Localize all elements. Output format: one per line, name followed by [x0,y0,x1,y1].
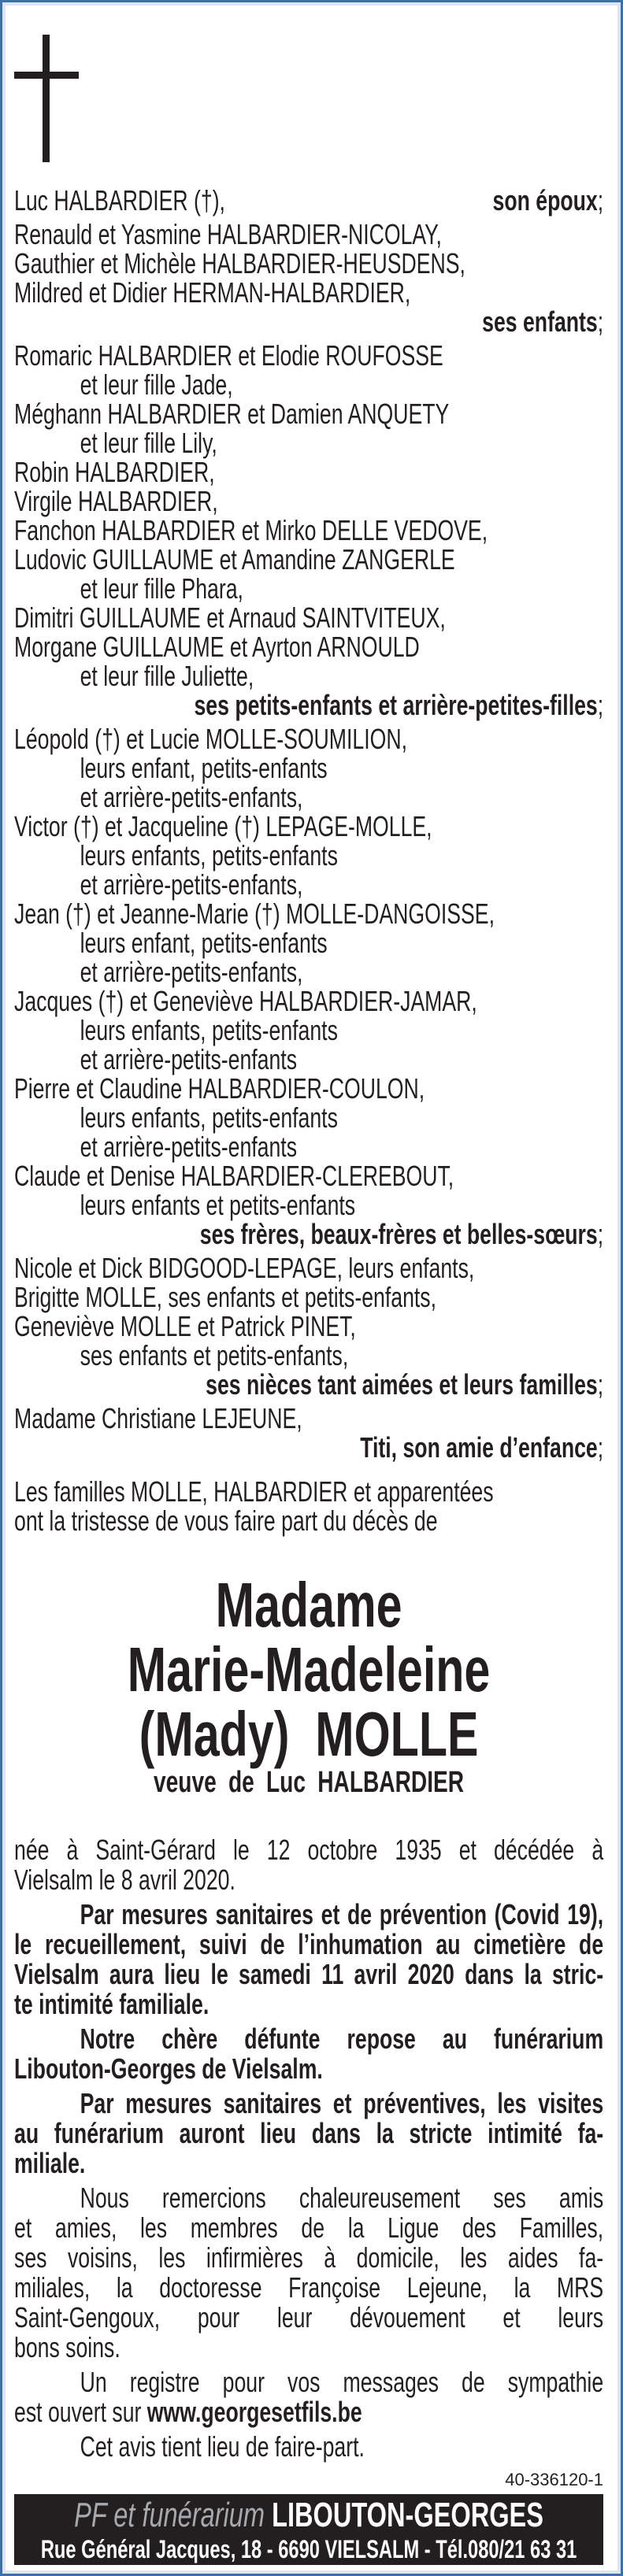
deceased-name [14,1570,603,1799]
paragraph-line: Cet avis tient lieu de faire-part. [80,2430,365,2463]
intro-line: ont la tristesse de vous faire part du décès de [14,1505,438,1537]
family-line: et arrière-petits-enfants, [80,868,303,901]
paragraph-line: Vielsalm aura lieu le samedi 11 avril 2020 dans la stric- [14,1958,604,1990]
family-line: Claude et Denise HALBARDIER-CLEREBOUT, [14,1160,454,1192]
family-line: et leur fille Phara, [80,572,243,605]
paragraph-line: Un registre pour vos messages de sympathie [80,2366,604,2398]
paragraph-line: au funérarium auront lieu dans la stricte intimité fa- [14,2117,604,2149]
notice-body [14,1835,603,2467]
family-line: Geneviève MOLLE et Patrick PINET, [14,1310,356,1342]
paragraph-line: Vielsalm le 8 avril 2020. [14,1864,235,1896]
family-line: Jacques (†) et Geneviève HALBARDIER-JAMAR, [14,985,477,1017]
paragraph-line: Nous remercions chaleureusement ses amis [80,2182,604,2214]
family-line: et arrière-petits-enfants, [80,956,303,988]
family-line: Mildred et Didier HERMAN-HALBARDIER, [14,276,411,309]
website-link[interactable]: www.georgesetfils.be [146,2396,362,2428]
paragraph-line: miliales, la doctoresse Françoise Lejeune, la MRS [14,2271,604,2304]
relation-label: ses petits-enfants et arrière-petites-filles; [194,689,604,721]
relation-label: ses frères, beaux-frères et belles-sœurs; [199,1218,604,1250]
family-line: leurs enfants, petits-enfants [80,1101,338,1134]
spouse-name: Luc HALBARDIER (†), [14,184,225,217]
relation-label: ses enfants; [482,305,604,338]
family-line: Gauthier et Michèle HALBARDIER-HEUSDENS, [14,247,465,279]
spouse-line [14,186,603,215]
paragraph-line: miliale. [14,2147,86,2179]
paragraph-line: et amies, les membres de la Ligue des Familles, [14,2211,604,2244]
family-line: leurs enfants et petits-enfants [80,1189,356,1221]
family-line: Léopold (†) et Lucie MOLLE-SOUMILION, [14,723,407,755]
paragraph-line: née à Saint-Gérard le 12 octobre 1935 et décédée à [14,1834,604,1866]
family-line: ses enfants et petits-enfants, [80,1339,349,1371]
reference-number: 40-336120-1 [505,2470,603,2489]
paragraph [14,2089,603,2178]
intro-line: Les familles MOLLE, HALBARDIER et apparentées [14,1475,494,1508]
paragraph-line: Saint-Gengoux, pour leur dévouement et leurs [14,2301,604,2334]
paragraph [14,2183,603,2363]
paragraph-line: est ouvert sur www.georgesetfils.be [14,2396,362,2428]
paragraph-line: Libouton-Georges de Vielsalm. [14,2052,323,2085]
footer-address: Rue Général Jacques, 18 - 6690 VIELSALM - Tél.080/21 63 31 [40,2535,577,2563]
family-line: Robin HALBARDIER, [14,456,215,488]
paragraph-line: te intimité familiale. [14,1988,210,2020]
family-line: leurs enfant, petits-enfants [80,752,328,784]
family-line: Pierre et Claudine HALBARDIER-COULON, [14,1072,425,1105]
family-line: Victor (†) et Jacqueline (†) LEPAGE-MOLLE, [14,810,432,842]
family-line: Nicole et Dick BIDGOOD-LEPAGE, leurs enfants, [14,1252,475,1284]
family-line: et leur fille Lily, [80,427,217,459]
family-line: Méghann HALBARDIER et Damien ANQUETY [14,398,450,430]
family-line: Jean (†) et Jeanne-Marie (†) MOLLE-DANGOISSE, [14,898,495,930]
paragraph [14,1835,603,1895]
deceased-surname: (Mady) MOLLE [139,1699,479,1769]
family-line: Brigitte MOLLE, ses enfants et petits-enfants, [14,1281,437,1313]
paragraph [14,2367,603,2427]
paragraph-line: Notre chère défunte repose au funérarium [80,2023,604,2055]
family-line: leurs enfant, petits-enfants [80,927,328,959]
family-group [14,1253,603,1399]
family-line: Romaric HALBARDIER et Elodie ROUFOSSE [14,339,443,372]
paragraph [14,2024,603,2084]
family-line: et leur fille Jade, [80,368,233,401]
family-line: et arrière-petits-enfants, [80,781,303,813]
family-line: Dimitri GUILLAUME et Arnaud SAINTVITEUX, [14,601,446,634]
family-line: leurs enfants, petits-enfants [80,1014,338,1046]
cross-icon [14,35,79,162]
family-line: et arrière-petits-enfants [80,1043,298,1075]
family-list [14,186,603,1467]
spouse-label: son époux; [492,184,604,217]
family-group [14,341,603,720]
family-line: Morgane GUILLAUME et Ayrton ARNOULD [14,631,420,663]
family-line: Fanchon HALBARDIER et Mirko DELLE VEDOVE, [14,514,488,546]
paragraph-line: ses voisins, les infirmières à domicile, les aides fa- [14,2241,604,2274]
paragraph-line: le recueillement, suivi de l’inhumation au cimetière de [14,1928,604,1960]
relation-label: ses nièces tant aimées et leurs familles; [206,1368,604,1401]
footer-name: LIBOUTON-GEORGES [272,2496,544,2534]
family-group [14,220,603,336]
deceased-first-name: Marie-Madeleine [127,1634,491,1704]
family-line: leurs enfants, petits-enfants [80,839,338,872]
widow-of: veuve de Luc HALBARDIER [154,1766,465,1799]
family-group [14,1404,603,1462]
funeral-home-banner [14,2494,603,2565]
family-line: Madame Christiane LEJEUNE, [14,1402,302,1434]
relation-label: Titi, son amie d’enfance; [360,1431,604,1464]
paragraph [14,1900,603,2019]
family-group [14,724,603,1249]
family-line: et leur fille Juliette, [80,660,254,692]
footer-prefix: PF et funérarium [74,2496,265,2534]
spouse-group [14,186,603,215]
family-line: Renauld et Yasmine HALBARDIER-NICOLAY, [14,218,442,250]
family-line: et arrière-petits-enfants [80,1131,298,1163]
paragraph-line: Par mesures sanitaires et préventives, les visites [80,2087,604,2119]
family-line: Ludovic GUILLAUME et Amandine ZANGERLE [14,543,455,576]
paragraph-line: Par mesures sanitaires et de prévention (Covid 19), [80,1898,604,1930]
deceased-title: Madame [215,1570,402,1640]
family-line: Virgile HALBARDIER, [14,485,218,517]
paragraph [14,2432,603,2462]
intro [14,1477,603,1535]
paragraph-line: bons soins. [14,2331,121,2363]
